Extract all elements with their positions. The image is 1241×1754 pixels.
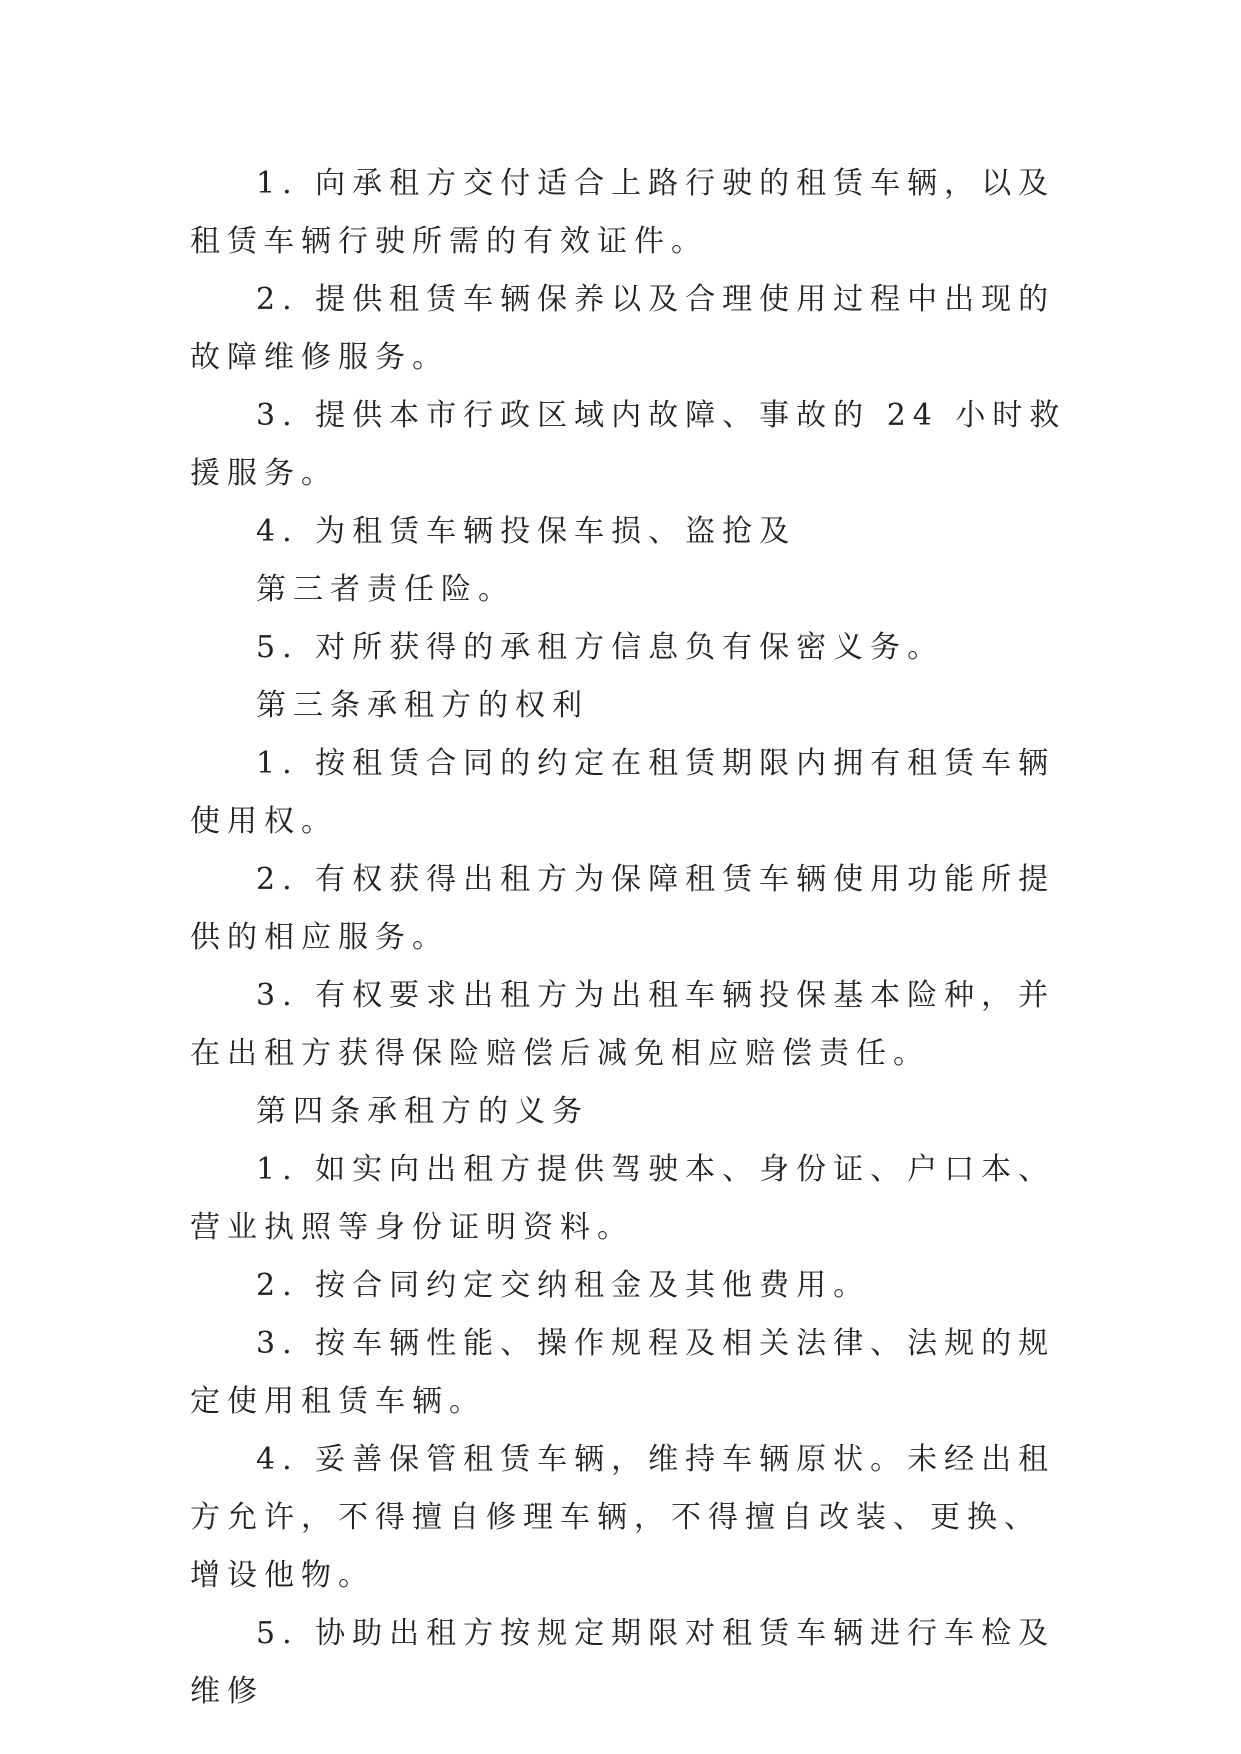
paragraph-lessor-duty-2: 2. 提供租赁车辆保养以及合理使用过程中出现的故障维修服务。 — [190, 282, 1056, 375]
paragraph-lessee-right-1: 1. 按租赁合同的约定在租赁期限内拥有租赁车辆使用权。 — [190, 746, 1056, 839]
paragraph-lessee-right-2: 2. 有权获得出租方为保障租赁车辆使用功能所提供的相应服务。 — [190, 862, 1056, 955]
paragraph-lessor-duty-4-cont: 第三者责任险。 — [256, 572, 515, 607]
section-heading-lessee-duties: 第四条承租方的义务 — [256, 1094, 589, 1129]
paragraph-lessor-duty-5: 5. 对所获得的承租方信息负有保密义务。 — [256, 630, 945, 665]
paragraph-lessee-duty-5: 5. 协助出租方按规定期限对租赁车辆进行车检及维修 — [190, 1616, 1056, 1709]
paragraph-lessee-right-3: 3. 有权要求出租方为出租车辆投保基本险种，并在出租方获得保险赔偿后减免相应赔偿责任。 — [190, 978, 1056, 1071]
paragraph-lessor-duty-3: 3. 提供本市行政区域内故障、事故的 24 小时救援服务。 — [190, 398, 1067, 491]
paragraph-lessee-duty-3: 3. 按车辆性能、操作规程及相关法律、法规的规定使用租赁车辆。 — [190, 1326, 1056, 1419]
paragraph-lessee-duty-2: 2. 按合同约定交纳租金及其他费用。 — [256, 1268, 871, 1303]
section-heading-lessee-rights: 第三条承租方的权利 — [256, 688, 589, 723]
paragraph-lessee-duty-4: 4. 妥善保管租赁车辆，维持车辆原状。未经出租方允许，不得擅自修理车辆，不得擅自改装、更换、增设他物。 — [190, 1442, 1056, 1593]
paragraph-lessor-duty-1: 1. 向承租方交付适合上路行驶的租赁车辆，以及租赁车辆行驶所需的有效证件。 — [190, 166, 1056, 259]
document-body — [190, 155, 1070, 1721]
paragraph-lessor-duty-4: 4. 为租赁车辆投保车损、盗抢及 — [256, 514, 797, 549]
paragraph-lessee-duty-1: 1. 如实向出租方提供驾驶本、身份证、户口本、营业执照等身份证明资料。 — [190, 1152, 1056, 1245]
